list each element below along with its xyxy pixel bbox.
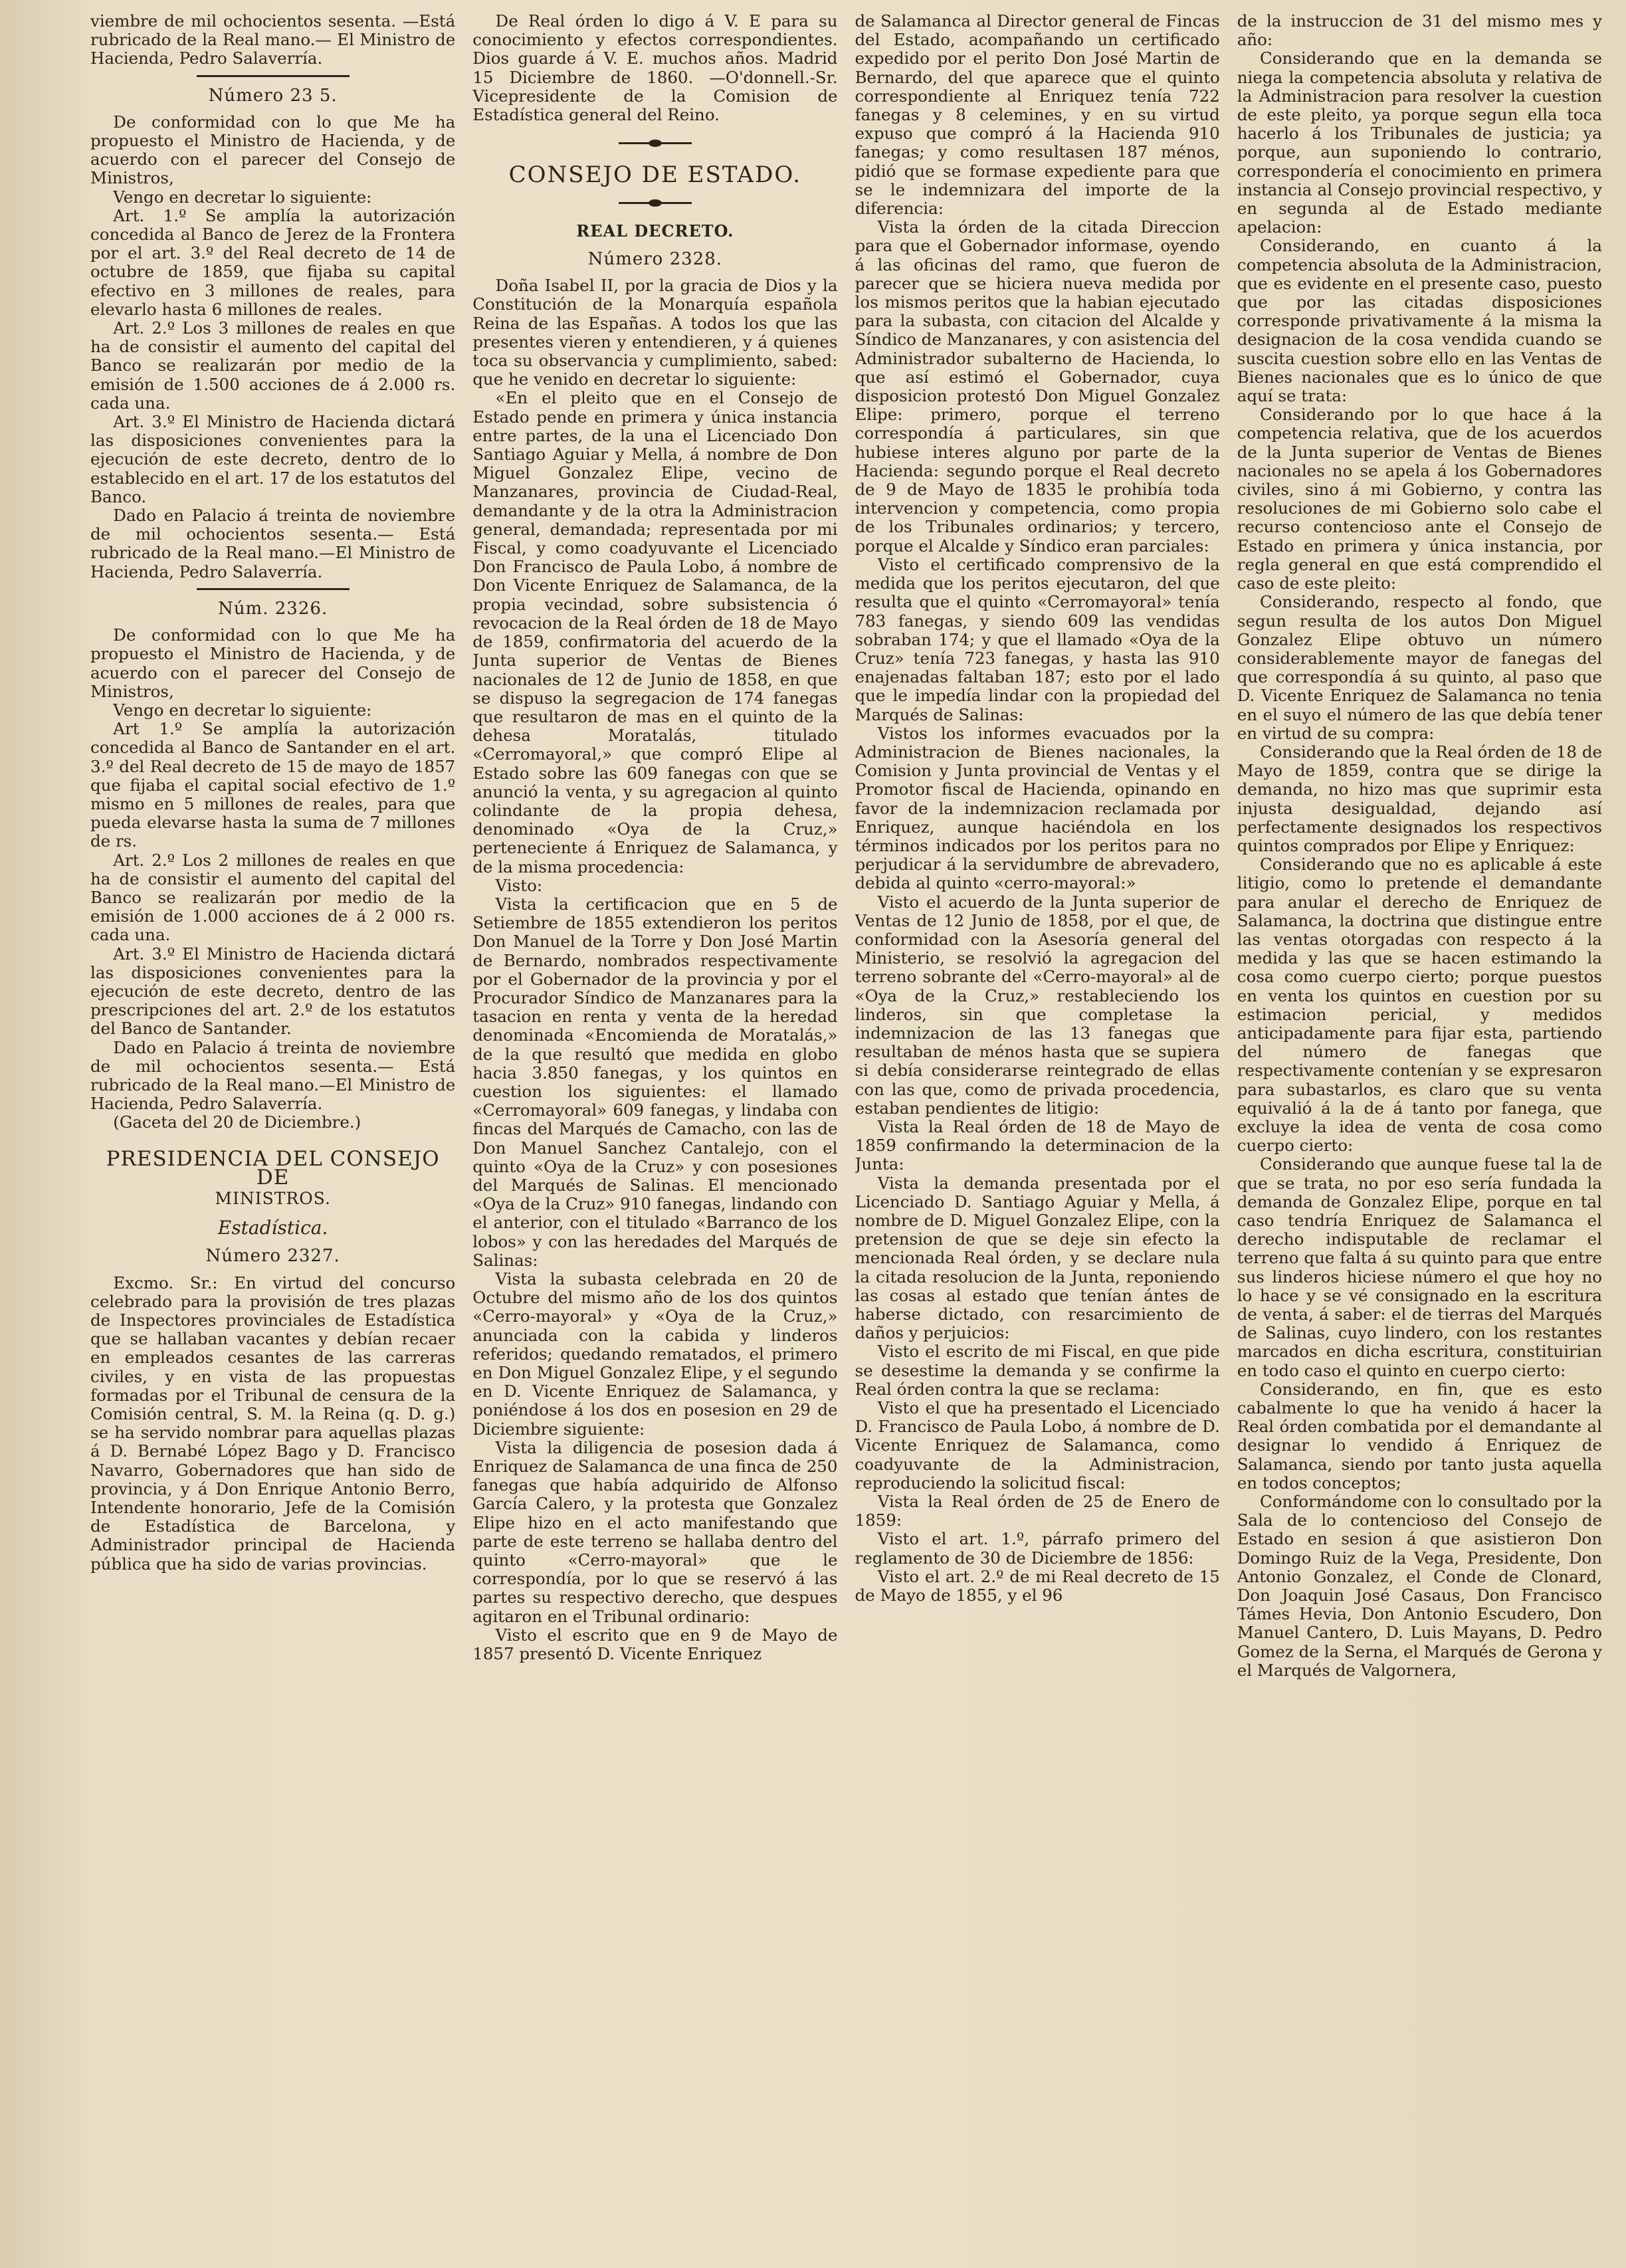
column-4 (1237, 12, 1602, 2265)
paragraph: Considerando, respecto al fondo, que segun resulta de los autos Don Miguel Gonzalez Elipe obtuvo un número considerablemente mayor de fanegas del que correspondía á su quinto, al paso que D. Vicente Enriquez de Salamanca no tenia en el suyo el número de las que debía tener en virtud de su compra: (1237, 592, 1602, 743)
decree-number-title: Número 23 5. (208, 85, 338, 106)
section-subheading: REAL DECRETO. (576, 221, 734, 241)
separator-rule (197, 75, 350, 77)
gazette-reference: (Gaceta del 20 de Diciembre.) (113, 1112, 361, 1132)
paragraph: «En el pleito que en el Consejo de Estado pende en primera y única instancia entre partes, de la una el Licenciado Don Santiago Aguiar y Mella, á nombre de Don Miguel Gonzalez Elipe, vecino de Manzanares, provincia de Ciudad-Real, demandante y de la otra la Administracion general, demandada; representada por mi Fiscal, y como coadyuvante el Licenciado Don Francisco de Paula Lobo, á nombre de Don Vicente Enriquez de Salamanca, de la propia vecindad, sobre subsistencia ó revocacion de la Real órden de 18 de Mayo de 1859, confirmatoria del acuerdo de la Junta superior de Ventas de Bienes nacionales de 12 de Junio de 1858, en que se dispuso la segregacion de 174 fanegas que resultaron de mas en el quinto de la dehesa Moratalás, titulado «Cerromayoral,» que compró Elipe al Estado sobre las 609 fanegas con que se anunció la venta, y su agregacion al quinto colindante de la propia dehesa, denominado «Oya de la Cruz,» perteneciente á Enriquez de Salamanca, y de la misma procedencia: (472, 388, 838, 876)
paragraph: Art. 1.º Se amplía la autorización concedida al Banco de Jerez de la Frontera por el art. 3.º del Real decreto de 14 de octubre de 1859, que fijaba su capital efectivo en 3 millones de reales, para elevarlo hasta 6 millones de reales. (90, 205, 456, 319)
paragraph: Considerando que aunque fuese tal la de que se trata, no por eso sería fundada la demanda de Gonzalez Elipe, porque en tal caso tendría Enriquez de Salamanca el derecho indisputable de reclamar el terreno que falta á su quinto para que entre sus linderos hiciese número el que hoy no lo hace y se vé consignado en la escritura de venta, á saber: el de tierras del Marqués de Salinas, cuyo lindero, con los restantes marcados en dicha escritura, constituirian en todo caso el quinto en cuerpo cierto: (1237, 1154, 1602, 1380)
section-topic: Estadística. (217, 1217, 328, 1239)
paragraph: Considerando por lo que hace á la competencia relativa, que de los acuerdos de la Junta superior de Ventas de Bienes nacionales no se apela á los Gobernadores civiles, sino á mi Gobierno, y contra las resoluciones de mi Gobierno solo cabe el recurso contencioso ante el Consejo de Estado en primera y única instancia, por regla general en que está comprendido el caso de este pleito: (1237, 405, 1602, 593)
decree-number-title: Núm. 2326. (218, 598, 328, 619)
paragraph: Vengo en decretar lo siguiente: (113, 187, 372, 207)
section-subheading: MINISTROS. (215, 1188, 331, 1208)
paragraph: De conformidad con lo que Me ha propuesto el Ministro de Hacienda, y de acuerdo con el parecer del Consejo de Ministros, (90, 625, 456, 701)
paragraph: Considerando que la Real órden de 18 de Mayo de 1859, contra que se dirige la demanda, no hizo mas que suprimir esta injusta desigualdad, dejando así perfectamente designados los respectivos quintos comprados por Elipe y Enriquez: (1237, 742, 1602, 855)
paragraph: Considerando, en fin, que es esto cabalmente lo que ha venido á hacer la Real órden combatida por el demandante al designar lo vendido á Enriquez de Salamanca, siendo por tanto justa aquella en todos conceptos; (1237, 1379, 1602, 1493)
columns (90, 12, 1602, 2265)
paragraph: Conformándome con lo consultado por la Sala de lo contencioso del Consejo de Estado en sesion á que asistieron Don Domingo Ruiz de la Vega, Presidente, Don Antonio Gonzalez, el Conde de Clonard, Don Joaquin José Casaus, Don Francisco Támes Hevia, Don Antonio Escudero, Don Manuel Cantero, D. Luis Mayans, D. Pedro Gomez de la Serna, el Marqués de Gerona y el Marqués de Valgornera, (1237, 1492, 1602, 1680)
section-heading: PRESIDENCIA DEL CONSEJO DE (106, 1146, 440, 1189)
paragraph: Dado en Palacio á treinta de noviembre de mil ochocientos sesenta.— Está rubricado de la Real mano.—El Ministro de Hacienda, Pedro Salaverría. (90, 506, 456, 581)
column-3 (855, 12, 1220, 2265)
separator-rule (197, 588, 350, 590)
decree-number-title: Número 2327. (205, 1246, 340, 1267)
paragraph: de Salamanca al Director general de Fincas del Estado, acompañando un certificado expedido por el perito Don José Martin de Bernardo, del que aparece que el quinto correspondiente al Enriquez tenía 722 fanegas y 8 celemines, y en su virtud expuso que compró á la Hacienda 910 fanegas; y como resultasen 187 ménos, pidió que se formase expediente para que se le indemnizara del importe de la diferencia: (855, 12, 1220, 219)
paragraph: Considerando que en la demanda se niega la competencia absoluta y relativa de la Administracion para resolver la cuestion de este pleito, ya porque segun ella toca hacerlo á los Tribunales de justicia; ya porque, aun suponiendo lo contrario, correspondería el conocimiento en primera instancia al Consejo provincial respectivo, y en segunda al de Estado mediante apelacion: (1237, 49, 1602, 237)
paragraph: Visto el escrito que en 9 de Mayo de 1857 presentó D. Vicente Enriquez (472, 1625, 838, 1664)
paragraph: Visto el art. 1.º, párrafo primero del reglamento de 30 de Diciembre de 1856: (855, 1529, 1220, 1568)
paragraph: Vista la diligencia de posesion dada á Enriquez de Salamanca de una finca de 250 fanegas que había adquirido de Alfonso García Calero, y la protesta que Gonzalez Elipe hizo en el acto manifestando que parte de este terreno se hallaba dentro del quinto «Cerro-mayoral» que le correspondía, por lo que se reservó á las partes su respectivo derecho, que despues agitaron en el Tribunal ordinario: (472, 1437, 838, 1626)
paragraph: de la instruccion de 31 del mismo mes y año: (1237, 12, 1602, 50)
paragraph: Vistos los informes evacuados por la Administracion de Bienes nacionales, la Comision y Junta provincial de Ventas y el Promotor fiscal de Hacienda, opinando en favor de la indemnizacion reclamada por Enriquez, aunque haciéndola en los términos indicados por los peritos para no perjudicar á la servidumbre de abrevadero, debida al quinto «cerro-mayoral:» (855, 723, 1220, 893)
paragraph: Vista la Real órden de 18 de Mayo de 1859 confirmando la determinacion de la Junta: (855, 1116, 1220, 1174)
paragraph: Dado en Palacio á treinta de noviembre de mil ochocientos sesenta.— Está rubricado de la Real mano.—El Ministro de Hacienda, Pedro Salaverría. (90, 1037, 456, 1114)
paragraph: Vista la Real órden de 25 de Enero de 1859: (855, 1492, 1220, 1530)
paragraph: Art. 2.º Los 2 millones de reales en que ha de consistir el aumento del capital del Banco se realizarán por medio de la emisión de 1.000 acciones de á 2 000 rs. cada una. (90, 850, 456, 945)
column-2 (472, 12, 837, 2265)
paragraph: Visto: (495, 875, 543, 895)
paragraph: De conformidad con lo que Me ha propuesto el Ministro de Hacienda, y de acuerdo con el parecer del Consejo de Ministros, (90, 112, 456, 188)
paragraph: Visto el art. 2.º de mi Real decreto de 15 de Mayo de 1855, y el 96 (855, 1566, 1220, 1605)
paragraph: Considerando que no es aplicable á este litigio, como lo pretende el demandante para anular el derecho de Enriquez de Salamanca, la doctrina que distingue entre las ventas otorgadas con respecto á la medida y las que se hacen estimando la cosa como cuerpo cierto; porque puestos en venta los quintos en cuestion por su estimacion pericial, y medidos anticipadamente para fijar esta, partiendo del número de fanegas que respectivamente contenían y se expresaron para subastarlos, es claro que su venta equivalió á la de á tanto por fanega, que excluye la idea de venta de cosa como cuerpo cierto: (1237, 855, 1602, 1156)
ornament-rule (472, 194, 837, 213)
ornament-rule (472, 134, 837, 152)
paragraph: Art. 3.º El Ministro de Hacienda dictará las disposiciones convenientes para la ejecución de este decreto, dentro de las prescripciones del art. 2.º de los estatutos del Banco de Santander. (90, 944, 456, 1039)
paragraph: De Real órden lo digo á V. E para su conocimiento y efectos correspondientes. Dios guarde á V. E. muchos años. Madrid 15 Diciembre de 1860. —O'donnell.-Sr. Vicepresidente de la Comision de Estadística general del Reino. (472, 12, 838, 125)
decree-number-title: Número 2328. (587, 249, 723, 270)
paragraph: Visto el certificado comprensivo de la medida que los peritos ejecutaron, del que resulta que el quinto «Cerromayoral» tenía 783 fanegas, y siendo 609 las vendidas sobraban 174; y que el llamado «Oya de la Cruz» tenía 723 fanegas, y hasta las 910 enajenadas faltaban 187; esto por el lado que le impedía lindar con la propiedad del Marqués de Salinas: (855, 554, 1220, 724)
paragraph: Visto el que ha presentado el Licenciado D. Francisco de Paula Lobo, á nombre de D. Vicente Enriquez de Salamanca, como coadyuvante de la Administracion, reproduciendo la solicitud fiscal: (855, 1398, 1220, 1493)
paragraph: Vista la certificacion que en 5 de Setiembre de 1855 extendieron los peritos Don Manuel de la Torre y Don José Martin de Bernardo, nombrados respectivamente por el Gobernador de la provincia y por el Procurador Síndico de Manzanares para la tasacion en renta y venta de la heredad denominada «Encomienda de Moratalás,» de la que resultó que medida en globo hacia 3.850 fanegas, y los quintos en cuestion los siguientes: el llamado «Cerromayoral» 609 fanegas, y lindaba con fincas del Marqués de Camacho, con las de Don Manuel Sanchez Cantalejo, con el quinto «Oya de la Cruz» y con posesiones del Marqués de Salinas. El mencionado «Oya de la Cruz» 910 fanegas, lindando con el anterior, con el titulado «Barranco de los lobos» y con las heredades del Marqués de Salinas: (472, 894, 838, 1270)
column-1 (90, 12, 455, 2265)
paragraph: Visto el escrito de mi Fiscal, en que pide se desestime la demanda y se confirme la Real órden contra la que se reclama: (855, 1342, 1220, 1399)
paragraph: Vengo en decretar lo siguiente: (113, 700, 372, 720)
paragraph: viembre de mil ochocientos sesenta. —Está rubricado de la Real mano.— El Ministro de Hacienda, Pedro Salaverría. (90, 12, 456, 68)
paragraph: Art. 3.º El Ministro de Hacienda dictará las disposiciones convenientes para la ejecución de este decreto, dentro de lo establecido en el art. 17 de los estatutos del Banco. (90, 412, 456, 506)
paragraph: Vista la demanda presentada por el Licenciado D. Santiago Aguiar y Mella, á nombre de D. Miguel Gonzalez Elipe, con la pretension de que se deje sin efecto la mencionada Real órden, y se declare nula la citada resolucion de la Junta, reponiendo las cosas al estado que tenían ántes de haberse dictado, con resarcimiento de daños y perjuicios: (855, 1173, 1220, 1343)
paragraph: Considerando, en cuanto á la competencia absoluta de la Administracion, que es evidente en el presente caso, puesto que por las citadas disposiciones corresponde privativamente á la misma la designacion de la cosa vendida cuando se suscita cuestion sobre ello en las Ventas de Bienes nacionales que es lo único de que aquí se trata: (1237, 236, 1602, 406)
paragraph: Doña Isabel II, por la gracia de Dios y la Constitución de la Monarquía española Reina de las Españas. A todos los que las presentes vieren y entendieren, y á quienes toca su observancia y cumplimiento, sabed: que he venido en decretar lo siguiente: (472, 276, 838, 389)
paragraph: Visto el acuerdo de la Junta superior de Ventas de 12 Junio de 1858, por el que, de conformidad con la Asesoría general del Ministerio, se resolvió la agregacion del terreno sobrante del «Cerro-mayoral» al de «Oya de la Cruz,» restableciendo los linderos, sin que completase la indemnizacion de las 13 fanegas que resultaban de ménos hasta que se supiera si debía considerarse reintegrado de ellas con las que, como de privada procedencia, estaban pendientes de litigio: (855, 892, 1220, 1118)
paragraph: Vista la subasta celebrada en 20 de Octubre del mismo año de los dos quintos «Cerro-mayoral» y «Oya de la Cruz,» anunciada con la cabida y linderos referidos; quedando rematados, el primero en Don Miguel Gonzalez Elipe, y el segundo en D. Vicente Enriquez de Salamanca, y poniéndose á los dos en posesion en 29 de Diciembre siguiente: (472, 1269, 838, 1439)
paragraph: Art 1.º Se amplía la autorización concedida al Banco de Santander en el art. 3.º del Real decreto de 15 de mayo de 1857 que fijaba el capital social efectivo de 1.º mismo en 5 millones de reales, para que pueda elevarse hasta la suma de 7 millones de rs. (90, 719, 456, 851)
paragraph: Vista la órden de la citada Direccion para que el Gobernador informase, oyendo á las oficinas del ramo, que fueron de parecer que se hiciera nueva medida por los mismos peritos que la habian ejecutado para la subasta, con citacion del Alcalde y Síndico de Manzanares, y con asistencia del Administrador subalterno de Hacienda, lo que así estimó el Gobernador, cuya disposicion protestó Don Miguel Gonzalez Elipe: primero, porque el terreno correspondía á particulares, sin que hubiese interes alguno por parte de la Hacienda: segundo porque el Real decreto de 9 de Mayo de 1835 le prohibía toda intervencion y competencia, como propia de los Tribunales ordinarios; y tercero, porque el Alcalde y Síndico eran parciales: (855, 217, 1220, 556)
section-heading: CONSEJO DE ESTADO. (508, 161, 802, 189)
paragraph: Excmo. Sr.: En virtud del concurso celebrado para la provisión de tres plazas de Inspectores provinciales de Estadística que se hallaban vacantes y debían recaer en empleados cesantes de las carreras civiles, y en vista de las propuestas formadas por el Tribunal de censura de la Comisión central, S. M. la Reina (q. D. g.) se ha servido nombrar para aquellas plazas á D. Bernabé López Bago y D. Francisco Navarro, Gobernadores que han sido de provincia, y á Don Enrique Antonio Berro, Intendente honorario, Jefe de la Comisión de Estadística de Barcelona, y Administrador principal de Hacienda pública que ha sido de varias provincias. (90, 1273, 456, 1574)
paragraph: Art. 2.º Los 3 millones de reales en que ha de consistir el aumento del capital del Banco se realizarán por medio de la emisión de 1.500 acciones de á 2.000 rs. cada una. (90, 318, 456, 413)
